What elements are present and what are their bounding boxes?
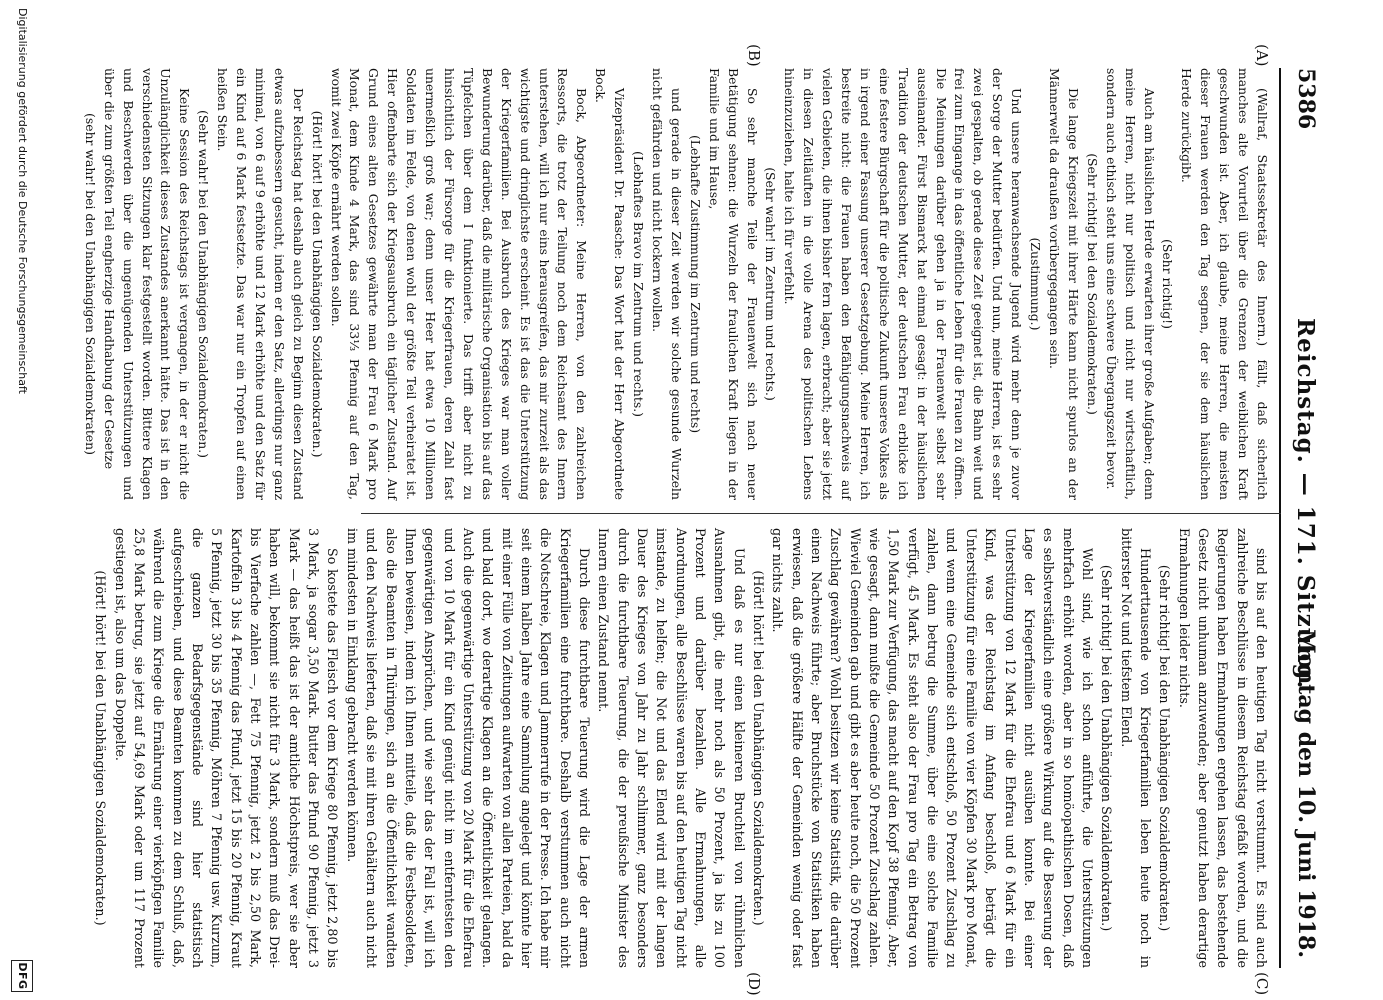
- session-date: Montag den 10. Juni 1918.: [1293, 629, 1319, 958]
- paragraph: Durch diese furchtbare Teuerung wird die Lage der armen Kriegerfamilien eine furchtbare. Deshalb verstummen auch nicht die Notschreie, Klagen und Jammerrufe in der Presse. Ich habe mir seit einem halben Jahre eine Sammlung angelegt und könnte hier mit einer Fülle von Zeitungen aufwarten von allen Parteien, bald da und bald dort, wo derartige Klagen an die Öffentlichkeit gelangen. Auch die gegenwärtige Unterstützung von 20 Mark für die Ehefrau und von 10 Mark für ein Kind genügt nicht im entferntesten den gegenwärtigen Ansprüchen, und wie sehr das der Fall ist, will ich Ihnen beweisen, indem ich Ihnen mitteile, daß die Festbesoldeten, also die Beamten in Thüringen, sich an die Öffentlichkeit wandten und den Nachweis lieferten, daß sie mit ihren Gehältern auch nicht im mindesten in Einklang gebracht werden können.: [344, 528, 592, 968]
- margin-marker-c: (C): [1253, 972, 1271, 996]
- paragraph: Auch am häuslichen Herde erwarten ihrer große Aufgaben; denn meine Herren, nicht nur politisch und nicht nur wirtschaftlich, sondern auch ethisch steht uns eine schwere Übergangszeit bevor.: [1103, 68, 1157, 500]
- interjection: (Zustimmung.): [1028, 237, 1044, 331]
- paragraph: Und unsere heranwachsende Jugend wird mehr denn je zuvor der Sorge der Mutter bedürfen. Und nun, meine Herren, ist es sehr zwei gespalten, ob gerade diese Zeit geeignet ist, die Bahn weit und frei zum Eingange in das öffentliche Leben für die Frauen zu öffnen. Die Meinungen darüber gehen ja in der Frauenwelt selbst sehr auseinander. Fürst Bismarck hat einmal gesagt: in der häuslichen Tradition der deutschen Mutter, der deutschen Frau erblicke ich eine festere Bürgschaft für die politische Zukunft unseres Volkes als in irgend einer Fassung unserer Gesetzgebung. Meine Herren, ich bestreite nicht: die Frauen haben den Befähigungsnachweis auf vielen Gebieten, die ihnen bisher fern lagen, erbracht; aber sie jetzt in diesen Zeitläuften in die volle Arena des politischen Lebens hineinzuziehen, halte ich für verfehlt.: [782, 68, 1025, 500]
- digitization-footer: [9, 8, 35, 992]
- interjection: (Lebhafte Zustimmung im Zentrum und rechts): [687, 134, 703, 434]
- dfg-logo: DFG: [11, 960, 33, 992]
- header-rule: [1279, 68, 1281, 968]
- paragraph: Keine Session des Reichstags ist vergangen, in der er nicht die Unzulänglichkeit dieses Zustandes anerkannt hätte. Das ist in den verschiedensten Sitzungen klar festgestellt worden. Bittere Klagen und Beschwerden über die ungenügenden Unterstützungen und über die zum größten Teil engherzige Handhabung der Gesetze: [101, 68, 193, 500]
- interjection: (Sehr richtig! bei den Sozialdemokraten.): [1084, 153, 1100, 415]
- interjection: (Hört! hört! bei den Unabhängigen Sozialdemokraten.): [93, 570, 109, 926]
- page-header: [1283, 68, 1323, 968]
- paragraph: Der Reichstag hat deshalb auch gleich zu Beginn diesen Zustand etwas aufzubessern gesucht, indem er den Satz, allerdings nur ganz minimal, von 6 auf 9 erhöhte und 12 Mark erhöhte und den Satz für ein Kind auf 6 Mark festsetzte. Das war nur ein Tropfen auf einen heißen Stein.: [215, 68, 306, 500]
- margin-marker-a: (A): [1253, 44, 1271, 67]
- interjection: (Sehr richtig! bei den Unabhängigen Sozialdemokraten.): [1099, 564, 1115, 932]
- paragraph: Wohl sind, wie ich schon anführte, die Unterstützungen mehrfach erhöht worden, aber in so homöopathischen Dosen, daß es selbstverständlich eine größere Wirkung auf die Besserung der Lage der Kriegerfamilien nicht ausüben konnte. Bei einer Unterstützung von 12 Mark für die Ehefrau und 6 Mark für ein Kind, was der Reichstag im Anfang beschloß, beträgt die Unterstützung für eine Familie von vier Köpfen 30 Mark pro Monat, und wenn eine Gemeinde sich entschloß, 50 Prozent Zuschlag zu zahlen, dann betrug die Summe, über die eine solche Familie verfügt, 45 Mark. Es steht also der Frau pro Tag ein Betrag von 1,50 Mark zur Verfügung, das macht auf den Kopf 38 Pfennig. Aber, wie gesagt, dann mußte die Gemeinde 50 Prozent Zuschlag zahlen. Wieviel Gemeinden gab und gibt es aber heute noch, die 50 Prozent Zuschlag gewähren? Wohl besitzen wir keine Statistik, die darüber einen Nachweis führte; aber Bruchstücke von Statistiken haben erwiesen, daß die größere Hälfte der Gemeinden wenig oder fast gar nichts zahlt.: [770, 528, 1095, 968]
- margin-marker-b: (B): [745, 44, 763, 67]
- interjection: (Sehr wahr! bei den Unabhängigen Sozialdemokraten.): [196, 110, 212, 458]
- page-number: 5386: [1293, 68, 1319, 130]
- paragraph: So sehr manche Teile der Frauenwelt sich nach neuer Betätigung sehnen: die Wurzeln der fraulichen Kraft liegen in der Familie und im Hause,: [706, 68, 760, 500]
- speaker-paragraph: Vizepräsident Dr. Paasche: Das Wort hat der Herr Abgeordnete Bock.: [593, 68, 628, 500]
- paragraph: und gerade in dieser Zeit werden wir solche gesunde Wurzeln nicht gefährden und nicht lockern wollen.: [650, 68, 684, 500]
- interjection: (Sehr richtig!): [1160, 239, 1176, 329]
- interjection: (Sehr wahr! im Zentrum und rechts.): [763, 167, 779, 401]
- left-column: [80, 68, 1271, 500]
- speaker-paragraph: Bock, Abgeordneter: Meine Herren, von den zahlreichen Ressorts, die trotz der Teilung noch dem Reichsamt des Innern unterstehen, will ich nur eins herausgreifen, das mir zurzeit als das wichtigste und dringlichste erscheint. Es ist das die Unterstützung der Kriegerfamilien. Bei Ausbruch des Krieges war man voller Bewunderung darüber, daß die militärische Organisation bis auf das Tüpfelchen über dem I funktionierte. Das trifft aber nicht zu hinsichtlich der Fürsorge für die Kriegerfrauen, deren Zahl fast unermeßlich groß war; denn unser Heer hat etwa 10 Millionen Soldaten im Felde, von denen wohl der größte Teil verheiratet ist. Hier offenbarte sich der Kriegsausbruch ein täglicher Zustand. Auf Grund eines alten Gesetzes gewährte man der Frau 6 Mark pro Monat, dem Kinde 4 Mark, das sind 33⅓ Pfennig auf den Tag, womit zwei Köpfe ernährt werden sollen.: [328, 68, 590, 500]
- session-title: Reichstag. — 171. Sitzung.: [1292, 318, 1319, 690]
- right-column: [91, 528, 1271, 968]
- newspaper-page: [48, 8, 1383, 996]
- funding-note: Digitalisierung gefördert durch die Deutsche Forschungsgemeinschaft: [16, 8, 29, 394]
- paragraph: So kostete das Fleisch vor dem Kriege 80 Pfennig, jetzt 2,80 bis 3 Mark, ja sogar 3,50 Mark. Butter das Pfund 90 Pfennig, jetzt 3 Mark — das heißt das ist der amtliche Höchstpreis, wer sie aber haben will, bekommt sie nicht für 3 Mark, sondern muß das Drei- bis Vierfache zahlen —, Fett 75 Pfennig, jetzt 2 bis 2,50 Mark, Kartoffeln 3 bis 4 Pfennig das Pfund, jetzt 15 bis 20 Pfennig, Kraut 5 Pfennig, jetzt 30 bis 35 Pfennig, Möhren 7 Pfennig usw. Kurzum, die ganzen Bedarfsgegenstände sind hier statistisch aufgeschrieben, und diese Beamten kommen zu dem Schluß, daß, während die zum Kriege die Ernährung einer vierköpfigen Familie 25,8 Mark betrug, sie jetzt auf 54,69 Mark oder um 117 Prozent gestiegen ist, also um das Doppelte.: [112, 528, 341, 968]
- interjection: (sehr wahr! bei den Unabhängigen Sozialdemokraten): [82, 113, 98, 455]
- interjection: (Hört! hört! bei den Unabhängigen Sozialdemokraten.): [751, 570, 767, 926]
- paragraph: Die lange Kriegszeit mit ihrer Härte kann nicht spurlos an der Männerwelt da draußen vorübergegangen sein.: [1047, 68, 1081, 500]
- column-divider: [361, 513, 1281, 514]
- paragraph: (Wallraf, Staatssekretär des Innern.) fällt, daß sicherlich manches alte Vorurteil über die Grenzen der weiblichen Kraft geschwunden ist. Aber, ich glaube, meine Herren, die meisten dieser Frauen werden den Tag segnen, der sie dem häuslichen Herde zurückgibt.: [1179, 68, 1270, 500]
- paragraph: Und daß es nur einen kleineren Bruchteil von rühmlichen Ausnahmen gibt, die mehr noch als 50 Prozent, ja bis zu 100 Prozent und darüber bezahlen. Alle Ermahnungen, alle Anordnungen, alle Beschlüsse waren bis auf den heutigen Tag nicht imstande, zu helfen; die Not und das Elend wird mit der langen Dauer des Krieges von Jahr zu Jahr schlimmer, ganz besonders durch die furchtbare Teuerung, die der preußische Minister des Innern einen Zustand nennt.: [596, 528, 747, 968]
- margin-marker-d: (D): [745, 972, 763, 996]
- paragraph: sind bis auf den heutigen Tag nicht verstummt. Es sind auch zahlreiche Beschlüsse in diesem Reichstag gefaßt worden, und die Regierungen haben Ermahnungen ergehen lassen, das bestehende Gesetz nicht unhuman anzuwenden; aber genutzt haben derartige Ermahnungen leider nichts.: [1176, 528, 1269, 968]
- interjection: (Hört! hört! bei den Unabhängigen Sozialdemokraten.): [309, 110, 325, 458]
- paragraph: Hunderttausende von Kriegerfamilien leben heute noch in bitterster Not und tiefstem Elend.: [1118, 528, 1153, 968]
- interjection: (Lebhaftes Bravo im Zentrum und rechts.): [631, 151, 647, 417]
- interjection: (Sehr richtig! bei den Unabhängigen Sozialdemokraten.): [1157, 564, 1173, 932]
